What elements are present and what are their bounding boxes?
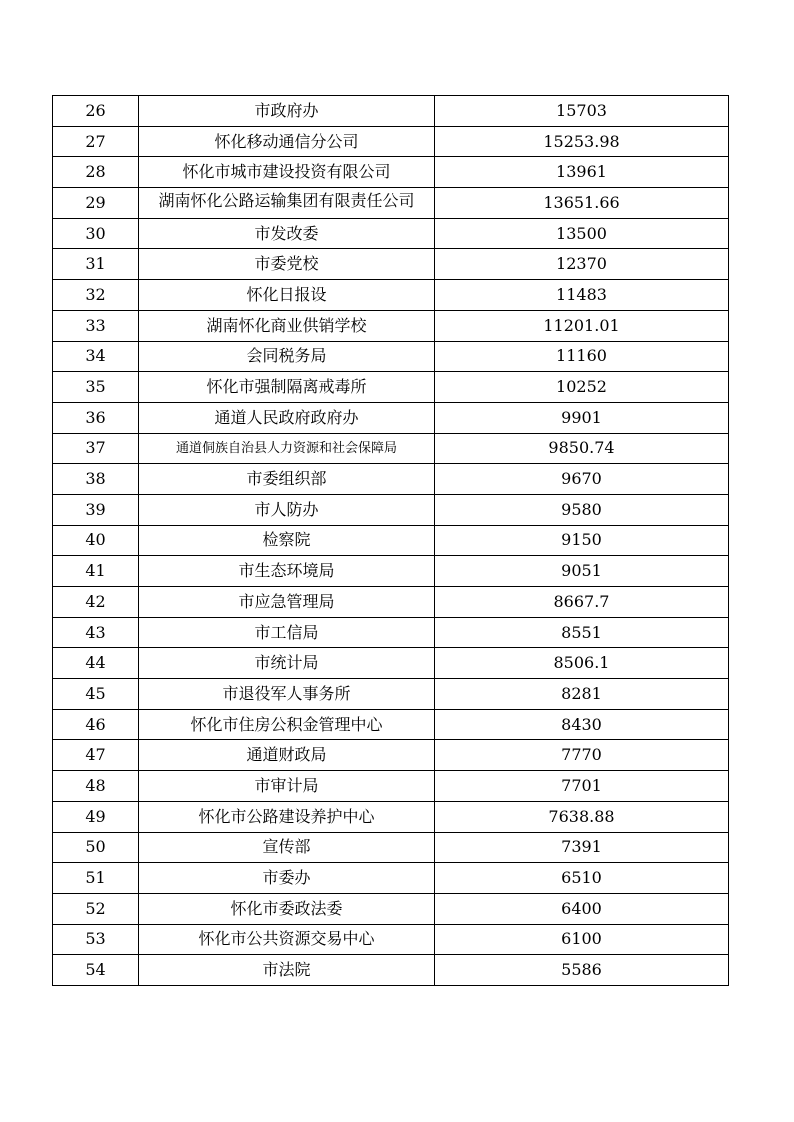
unit-name: 检察院 <box>139 525 435 556</box>
amount: 9150 <box>435 525 729 556</box>
row-number: 36 <box>53 402 139 433</box>
amount: 15253.98 <box>435 126 729 157</box>
amount: 9051 <box>435 556 729 587</box>
unit-name: 市生态环境局 <box>139 556 435 587</box>
row-number: 51 <box>53 863 139 894</box>
amount: 8667.7 <box>435 587 729 618</box>
table-row <box>53 771 729 802</box>
unit-name: 通道人民政府政府办 <box>139 402 435 433</box>
amount: 15703 <box>435 96 729 127</box>
unit-name: 通道财政局 <box>139 740 435 771</box>
row-number: 31 <box>53 249 139 280</box>
row-number: 52 <box>53 893 139 924</box>
table-row <box>53 310 729 341</box>
row-number: 30 <box>53 218 139 249</box>
row-number: 40 <box>53 525 139 556</box>
amount: 11483 <box>435 280 729 311</box>
table-row <box>53 218 729 249</box>
table-row <box>53 617 729 648</box>
table-row <box>53 924 729 955</box>
table-row <box>53 801 729 832</box>
table-row <box>53 863 729 894</box>
amount: 12370 <box>435 249 729 280</box>
row-number: 37 <box>53 433 139 464</box>
unit-name: 怀化市强制隔离戒毒所 <box>139 372 435 403</box>
row-number: 48 <box>53 771 139 802</box>
unit-name: 怀化市公路建设养护中心 <box>139 801 435 832</box>
row-number: 35 <box>53 372 139 403</box>
amount: 13651.66 <box>435 188 729 219</box>
table-row <box>53 464 729 495</box>
unit-name: 市委党校 <box>139 249 435 280</box>
unit-name: 湖南怀化商业供销学校 <box>139 310 435 341</box>
amount: 5586 <box>435 955 729 986</box>
table-row <box>53 893 729 924</box>
unit-name: 市政府办 <box>139 96 435 127</box>
table-row <box>53 556 729 587</box>
unit-name: 怀化市委政法委 <box>139 893 435 924</box>
unit-name: 怀化日报设 <box>139 280 435 311</box>
row-number: 34 <box>53 341 139 372</box>
table-row <box>53 740 729 771</box>
table-row <box>53 188 729 219</box>
amount: 11160 <box>435 341 729 372</box>
table-row <box>53 494 729 525</box>
unit-name-cell <box>139 188 435 219</box>
amount: 7701 <box>435 771 729 802</box>
amount: 8430 <box>435 709 729 740</box>
row-number: 47 <box>53 740 139 771</box>
row-number: 42 <box>53 587 139 618</box>
table-row <box>53 96 729 127</box>
table-row <box>53 955 729 986</box>
amount: 9850.74 <box>435 433 729 464</box>
unit-name: 市人防办 <box>139 494 435 525</box>
table-row <box>53 709 729 740</box>
row-number: 29 <box>53 188 139 219</box>
amount: 7638.88 <box>435 801 729 832</box>
table-row <box>53 525 729 556</box>
unit-name: 市应急管理局 <box>139 587 435 618</box>
row-number: 46 <box>53 709 139 740</box>
row-number: 38 <box>53 464 139 495</box>
row-number: 45 <box>53 679 139 710</box>
table-row <box>53 280 729 311</box>
amount: 8551 <box>435 617 729 648</box>
table-row <box>53 832 729 863</box>
row-number: 54 <box>53 955 139 986</box>
table-row <box>53 341 729 372</box>
unit-name: 怀化市公共资源交易中心 <box>139 924 435 955</box>
amount: 9901 <box>435 402 729 433</box>
amount: 6510 <box>435 863 729 894</box>
row-number: 33 <box>53 310 139 341</box>
unit-name: 湖南怀化公路运输集团有限责任公司 <box>158 191 415 211</box>
unit-name: 市退役军人事务所 <box>139 679 435 710</box>
unit-name: 市法院 <box>139 955 435 986</box>
table-row <box>53 126 729 157</box>
row-number: 44 <box>53 648 139 679</box>
table-row <box>53 249 729 280</box>
amount: 9580 <box>435 494 729 525</box>
amount: 13500 <box>435 218 729 249</box>
amount: 11201.01 <box>435 310 729 341</box>
row-number: 49 <box>53 801 139 832</box>
amount: 13961 <box>435 157 729 188</box>
table-row <box>53 157 729 188</box>
unit-name: 市工信局 <box>139 617 435 648</box>
table-row <box>53 433 729 464</box>
row-number: 50 <box>53 832 139 863</box>
amount: 6400 <box>435 893 729 924</box>
unit-name: 怀化市住房公积金管理中心 <box>139 709 435 740</box>
table-row <box>53 679 729 710</box>
row-number: 32 <box>53 280 139 311</box>
table-row <box>53 648 729 679</box>
unit-name: 市发改委 <box>139 218 435 249</box>
amount: 10252 <box>435 372 729 403</box>
amount: 8281 <box>435 679 729 710</box>
row-number: 27 <box>53 126 139 157</box>
table-row <box>53 372 729 403</box>
row-number: 28 <box>53 157 139 188</box>
unit-name: 怀化移动通信分公司 <box>139 126 435 157</box>
unit-name: 市统计局 <box>139 648 435 679</box>
unit-name: 市委办 <box>139 863 435 894</box>
amount: 9670 <box>435 464 729 495</box>
amount: 6100 <box>435 924 729 955</box>
amount: 8506.1 <box>435 648 729 679</box>
unit-name: 市审计局 <box>139 771 435 802</box>
unit-name: 会同税务局 <box>139 341 435 372</box>
amount: 7391 <box>435 832 729 863</box>
row-number: 53 <box>53 924 139 955</box>
data-table <box>52 95 729 986</box>
unit-name: 通道侗族自治县人力资源和社会保障局 <box>139 433 435 464</box>
unit-name: 宣传部 <box>139 832 435 863</box>
row-number: 43 <box>53 617 139 648</box>
amount: 7770 <box>435 740 729 771</box>
table-row <box>53 402 729 433</box>
table-row <box>53 587 729 618</box>
row-number: 26 <box>53 96 139 127</box>
table-body <box>53 96 729 986</box>
row-number: 39 <box>53 494 139 525</box>
unit-name: 怀化市城市建设投资有限公司 <box>139 157 435 188</box>
unit-name: 市委组织部 <box>139 464 435 495</box>
row-number: 41 <box>53 556 139 587</box>
